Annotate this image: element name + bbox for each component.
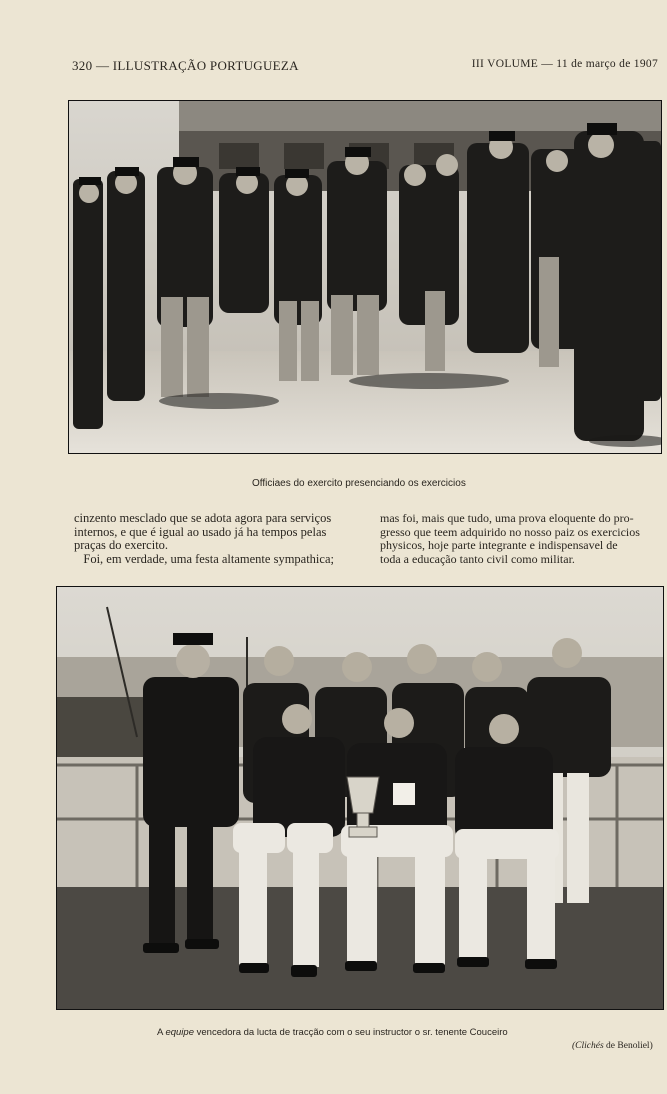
issue-info: III VOLUME — 11 de março de 1907 xyxy=(471,58,658,70)
photo-officers xyxy=(68,100,662,454)
photo-officers-caption-text: Officiaes do exercito presenciando os exercicios xyxy=(252,478,466,489)
photo-team-caption xyxy=(157,1027,508,1038)
credit-rest: de Benoliel) xyxy=(606,1041,653,1051)
credit-italic: (Clichés xyxy=(572,1041,604,1051)
caption-prefix: A xyxy=(157,1027,163,1038)
photo-officers-image xyxy=(69,101,661,453)
page-header xyxy=(72,58,662,80)
caption-italic: equipe xyxy=(165,1027,194,1038)
text-column-right xyxy=(380,512,662,566)
text-line: gresso que teem adquirido no nosso paiz os exercicios xyxy=(380,524,640,539)
photo-tug-of-war-team xyxy=(56,586,664,1010)
text-line: internos, e que é igual ao usado já ha tempos pelas xyxy=(74,524,327,539)
photo-credit xyxy=(572,1041,653,1051)
text-column-left xyxy=(74,512,366,566)
text-line: mas foi, mais que tudo, uma prova eloquente do pro- xyxy=(380,511,634,525)
caption-rest: vencedora da lucta de tracção com o seu instructor o sr. tenente Couceiro xyxy=(196,1027,508,1038)
text-line: toda a educação tanto civil como militar. xyxy=(380,551,575,566)
photo-team-image xyxy=(57,587,663,1009)
text-line: praças do exercito. xyxy=(74,538,169,552)
text-line: Foi, em verdade, uma festa altamente sympathica; xyxy=(74,551,334,566)
text-line: cinzento mesclado que se adota agora para serviços xyxy=(74,511,332,525)
page-title: 320 — ILLUSTRAÇÃO PORTUGUEZA xyxy=(72,58,299,73)
text-line: physicos, hoje parte integrante e indispensavel de xyxy=(380,538,618,552)
photo-officers-caption xyxy=(252,478,466,489)
